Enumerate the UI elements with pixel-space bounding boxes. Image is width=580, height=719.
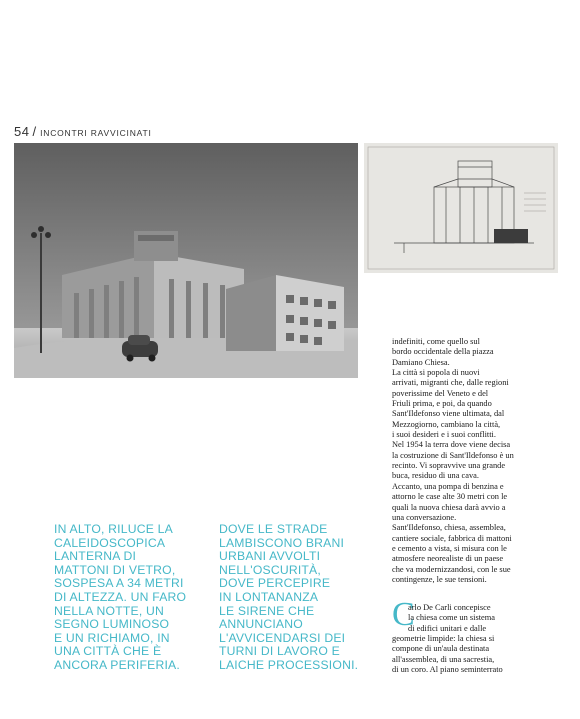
body-line: i suoi desideri e i suoi conflitti. xyxy=(392,430,496,440)
body-line: arlo De Carli concepisce xyxy=(408,603,491,612)
pull-quote-line: ANNUNCIANO xyxy=(219,617,303,632)
church-section-drawing xyxy=(364,143,558,273)
pull-quote-line: DI ALTEZZA. UN FARO xyxy=(54,589,187,604)
page-number: 54 xyxy=(14,124,30,139)
header-slash: / xyxy=(32,124,37,139)
pull-quote-line: DOVE LE STRADE xyxy=(219,522,328,536)
pull-quote-line: SEGNO LUMINOSO xyxy=(54,617,170,632)
body-line: e cemento a vista, si misura con le xyxy=(392,543,507,553)
pull-quote-line: IN LONTANANZA xyxy=(219,589,319,604)
body-line: geometrie limpide: la chiesa si xyxy=(392,634,495,644)
body-line: una conversazione. xyxy=(392,512,457,522)
pull-quote-line: MATTONI DI VETRO, xyxy=(54,562,176,577)
pull-quote-line: LE SIRENE CHE xyxy=(219,603,315,618)
pull-quote-line: TURNI DI LAVORO E xyxy=(219,644,341,659)
pull-quote-line: LAMBISCONO BRANI xyxy=(219,535,345,550)
body-line: La città si popola di nuovi xyxy=(392,368,480,378)
body-line: di edifici unitari e dalle xyxy=(408,623,487,633)
body-line: compone di un'aula destinata xyxy=(392,644,490,654)
body-line: Sant'Ildefonso, chiesa, assemblea, xyxy=(392,523,506,533)
body-line: cantiere sociale, fabbrica di mattoni xyxy=(392,533,512,543)
pull-quote-line: E UN RICHIAMO, IN xyxy=(54,630,170,645)
body-line: all'assemblea, di una sacrestia, xyxy=(392,654,495,664)
body-line: di un coro. Al piano seminterrato xyxy=(392,665,503,675)
page-header xyxy=(14,124,434,140)
body-line: contingenze, le sue tensioni. xyxy=(392,574,487,584)
body-line: quali la nuova chiesa darà avvio a xyxy=(392,502,506,512)
body-line: che va modernizzandosi, con le sue xyxy=(392,564,511,574)
pull-quote-left xyxy=(54,523,214,673)
body-line: Nel 1954 la terra dove viene decisa xyxy=(392,440,511,450)
section-title: INCONTRI RAVVICINATI xyxy=(40,128,152,138)
pull-quote-line: ANCORA PERIFERIA. xyxy=(54,657,180,672)
church-photo xyxy=(14,143,358,378)
body-line: Damiano Chiesa. xyxy=(392,357,450,367)
pull-quote-line: NELL'OSCURITÀ, xyxy=(219,562,321,577)
body-line: Accanto, una pompa di benzina e xyxy=(392,481,504,491)
body-line: buca, residuo di una cava. xyxy=(392,471,479,481)
body-line: bordo occidentale della piazza xyxy=(392,347,494,357)
body-line: Friuli prima, e poi, da quando xyxy=(392,399,492,409)
body-line: la costruzione di Sant'Ildefonso è un xyxy=(392,450,514,460)
body-line: la chiesa come un sistema xyxy=(408,613,495,623)
body-line: Sant'Ildefonso viene ultimata, dal xyxy=(392,409,505,419)
body-line: atmosfere neorealiste di un paese xyxy=(392,554,504,564)
body-paragraph-de-carli xyxy=(392,603,552,675)
pull-quote-line: UNA CITTÀ CHE È xyxy=(54,644,162,659)
body-line: Mezzogiorno, cambiano la città, xyxy=(392,419,501,429)
pull-quote-line: NELLA NOTTE, UN xyxy=(54,603,165,618)
body-text-column xyxy=(392,337,552,585)
drop-cap: C xyxy=(392,596,415,633)
pull-quote-line: SOSPESA A 34 METRI xyxy=(54,576,184,591)
body-line: poverissime del Veneto e del xyxy=(392,388,489,398)
pull-quote-line: DOVE PERCEPIRE xyxy=(219,576,331,591)
pull-quote-line: LAICHE PROCESSIONI. xyxy=(219,657,359,672)
body-line: attorno le case alte 30 metri con le xyxy=(392,492,508,502)
body-line: indefiniti, come quello sul xyxy=(392,337,480,346)
pull-quote-line: L'AVVICENDARSI DEI xyxy=(219,630,346,645)
pull-quote-line: CALEIDOSCOPICA xyxy=(54,535,166,550)
pull-quote-line: IN ALTO, RILUCE LA xyxy=(54,522,173,536)
pull-quote-right xyxy=(219,523,369,673)
body-line: recinto. Vi sopravvive una grande xyxy=(392,461,506,471)
body-line: arrivati, migranti che, dalle regioni xyxy=(392,378,509,388)
pull-quote-line: LANTERNA DI xyxy=(54,549,137,564)
church-photo-illustration xyxy=(14,143,358,378)
section-drawing-illustration xyxy=(364,143,558,273)
pull-quote-line: URBANI AVVOLTI xyxy=(219,549,321,564)
